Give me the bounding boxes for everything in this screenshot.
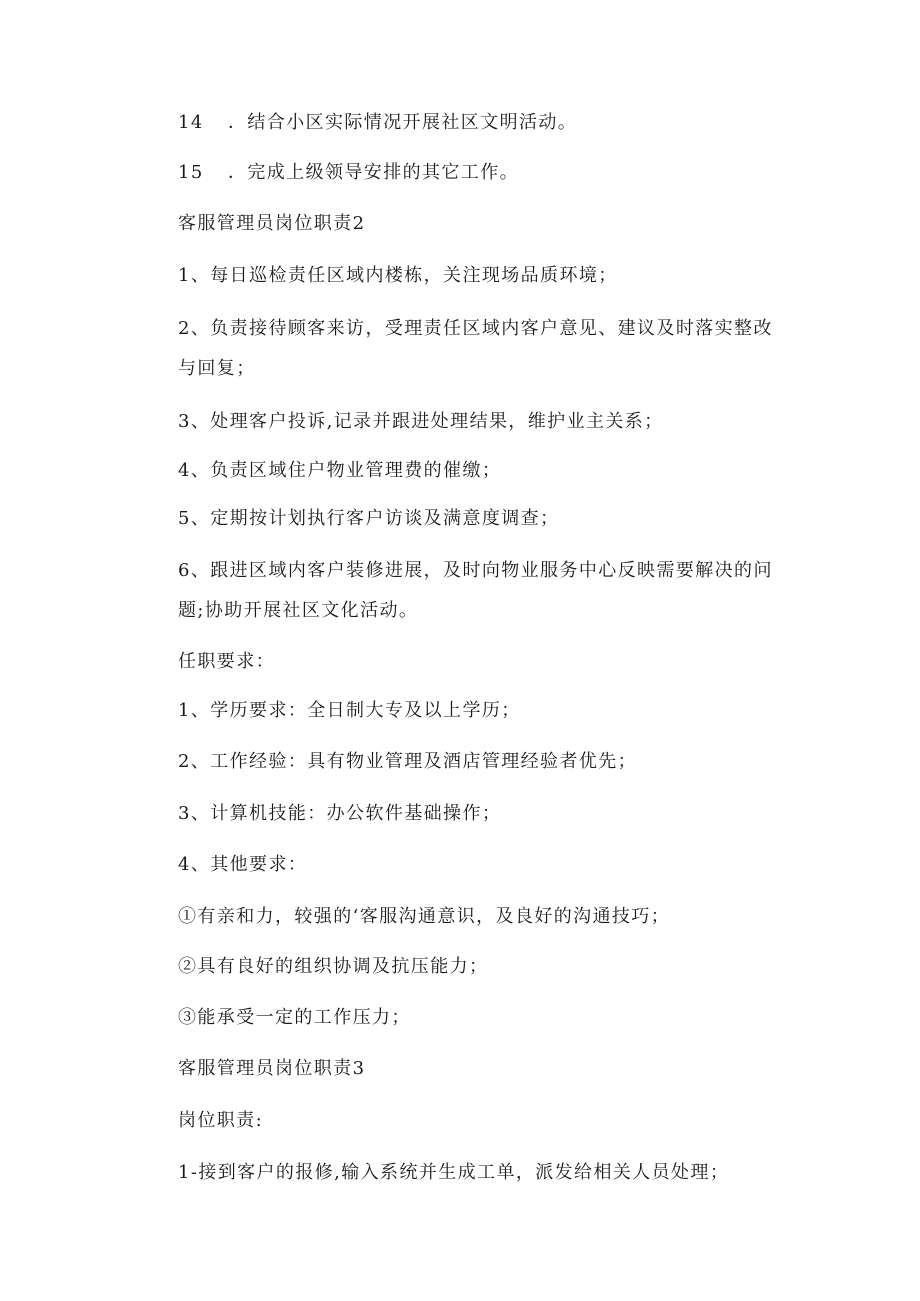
item-number: 15 <box>178 162 204 183</box>
other-requirement-item: ②具有良好的组织协调及抗压能力； <box>178 956 489 977</box>
section-heading-2: 客服管理员岗位职责2 <box>178 213 366 234</box>
duty-item: 6、跟进区域内客户装修进展，及时向物业服务中心反映需要解决的问题;协助开展社区文化活动。 <box>178 560 773 621</box>
requirement-item: 3、计算机技能：办公软件基础操作； <box>178 803 502 824</box>
requirement-item: 2、工作经验：具有物业管理及酒店管理经验者优先； <box>178 751 638 772</box>
duty-item: 3、处理客户投诉,记录并跟进处理结果，维护业主关系； <box>178 411 664 432</box>
list-item-14 <box>178 103 778 143</box>
requirements-heading: 任职要求： <box>178 651 275 672</box>
requirement-item: 1、学历要求：全日制大专及以上学历； <box>178 700 521 721</box>
list-item-15 <box>178 153 778 193</box>
item-text: ．完成上级领导安排的其它工作。 <box>228 162 519 183</box>
other-requirement-item: ③能承受一定的工作压力； <box>178 1007 411 1028</box>
duties-heading: 岗位职责: <box>178 1110 264 1131</box>
item-number: 14 <box>178 112 204 133</box>
duty-item: 1-接到客户的报修,输入系统并生成工单，派发给相关人员处理； <box>178 1162 730 1183</box>
duty-item: 2、负责接待顾客来访，受理责任区域内客户意见、建议及时落实整改与回复； <box>178 318 773 379</box>
requirement-item: 4、其他要求： <box>178 854 308 875</box>
duty-item: 1、每日巡检责任区域内楼栋，关注现场品质环境； <box>178 265 618 286</box>
section-heading-3: 客服管理员岗位职责3 <box>178 1058 366 1079</box>
duty-item: 5、定期按计划执行客户访谈及满意度调查； <box>178 508 560 529</box>
item-text: ．结合小区实际情况开展社区文明活动。 <box>228 112 578 133</box>
other-requirement-item: ①有亲和力，较强的‘客服沟通意识，及良好的沟通技巧； <box>178 906 671 927</box>
duty-item: 4、负责区域住户物业管理费的催缴； <box>178 460 502 481</box>
